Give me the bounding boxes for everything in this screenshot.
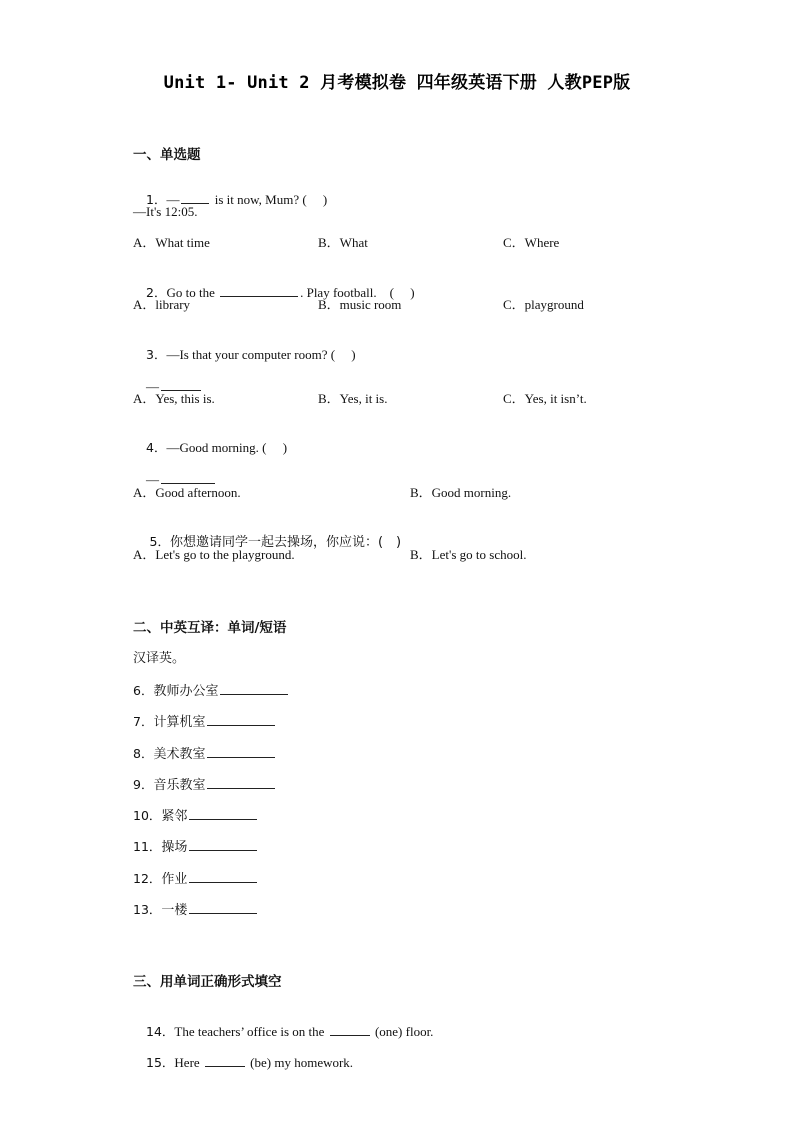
section-heading-3: 三、用单词正确形式填空 <box>133 974 282 990</box>
question-number: 15． <box>146 1055 175 1070</box>
question-text-post: is it now, Mum? ( ) <box>211 192 328 207</box>
answer-blank[interactable] <box>207 744 275 758</box>
question-text-pre: Here <box>174 1055 203 1070</box>
vocab-item <box>133 712 277 732</box>
section-2-instruction: 汉译英。 <box>133 651 186 666</box>
vocab-item <box>133 681 290 701</box>
vocab-item <box>133 837 259 857</box>
question-text: 你想邀请同学一起去操场，你应说：( ) <box>169 535 402 550</box>
option-a[interactable]: A．Yes, this is. <box>133 391 215 406</box>
option-b[interactable]: B．Yes, it is. <box>318 391 388 406</box>
answer-blank[interactable] <box>207 712 275 726</box>
vocab-item <box>133 900 259 920</box>
answer-blank[interactable] <box>189 869 257 883</box>
question-text-post: (be) my homework. <box>246 1055 354 1070</box>
answer-blank[interactable] <box>207 775 275 789</box>
answer-blank[interactable] <box>161 377 201 391</box>
option-b[interactable]: B．Let's go to school. <box>410 547 527 562</box>
vocab-item <box>133 806 259 826</box>
reply-dash: — <box>146 379 159 394</box>
vocab-word: 紧邻 <box>161 809 188 824</box>
question-number: 4． <box>146 440 167 455</box>
section-heading-1: 一、单选题 <box>133 147 201 163</box>
vocab-word: 音乐教室 <box>153 778 206 793</box>
option-a[interactable]: A．Let's go to the playground. <box>133 547 295 562</box>
page-title: Unit 1- Unit 2 月考模拟卷 四年级英语下册 人教PEP版 <box>163 73 631 93</box>
vocab-item <box>133 869 259 889</box>
question-number: 11． <box>133 839 162 854</box>
vocab-item <box>133 775 277 795</box>
answer-blank[interactable] <box>161 470 215 484</box>
option-c[interactable]: C．Where <box>503 235 560 250</box>
question-15 <box>133 1035 353 1090</box>
option-a[interactable]: A．Good afternoon. <box>133 485 241 500</box>
question-number: 9． <box>133 777 154 792</box>
question-number: 6． <box>133 683 154 698</box>
question-number: 10． <box>133 808 162 823</box>
answer-blank[interactable] <box>189 806 257 820</box>
question-text-post: . Play football. ( ) <box>300 285 415 300</box>
question-number: 7． <box>133 714 154 729</box>
answer-blank[interactable] <box>181 190 209 204</box>
vocab-word: 作业 <box>161 872 188 887</box>
option-c[interactable]: C．playground <box>503 297 584 312</box>
section-heading-2: 二、中英互译：单词/短语 <box>133 620 287 636</box>
vocab-word: 美术教室 <box>153 747 206 762</box>
option-a[interactable]: A．What time <box>133 235 210 250</box>
answer-blank[interactable] <box>330 1022 370 1036</box>
option-b[interactable]: B．music room <box>318 297 402 312</box>
vocab-word: 操场 <box>161 840 188 855</box>
question-text-post: (one) floor. <box>371 1024 434 1039</box>
question-number: 1． <box>146 192 167 207</box>
question-text: —Good morning. ( ) <box>166 440 288 455</box>
question-number: 8． <box>133 746 154 761</box>
question-number: 13． <box>133 902 162 917</box>
answer-blank[interactable] <box>205 1053 245 1067</box>
vocab-word: 教师办公室 <box>153 684 219 699</box>
answer-blank[interactable] <box>220 283 298 297</box>
reply-dash: — <box>146 472 159 487</box>
option-a[interactable]: A．library <box>133 297 191 312</box>
answer-blank[interactable] <box>220 681 288 695</box>
option-b[interactable]: B．Good morning. <box>410 485 512 500</box>
vocab-item <box>133 744 277 764</box>
question-1-reply: —It's 12:05. <box>133 204 198 219</box>
question-text-pre: The teachers’ office is on the <box>174 1024 328 1039</box>
option-b[interactable]: B．What <box>318 235 368 250</box>
vocab-word: 一楼 <box>161 903 188 918</box>
question-text-pre: Go to the <box>166 285 219 300</box>
question-number: 14． <box>146 1024 175 1039</box>
answer-blank[interactable] <box>189 900 257 914</box>
question-number: 12． <box>133 871 162 886</box>
question-number: 3． <box>146 347 167 362</box>
question-text-pre: — <box>166 192 180 207</box>
vocab-word: 计算机室 <box>153 715 206 730</box>
option-c[interactable]: C．Yes, it isn’t. <box>503 391 587 406</box>
question-number: 5． <box>149 534 170 549</box>
answer-blank[interactable] <box>189 837 257 851</box>
question-number: 2． <box>146 285 167 300</box>
question-text: —Is that your computer room? ( ) <box>166 347 356 362</box>
